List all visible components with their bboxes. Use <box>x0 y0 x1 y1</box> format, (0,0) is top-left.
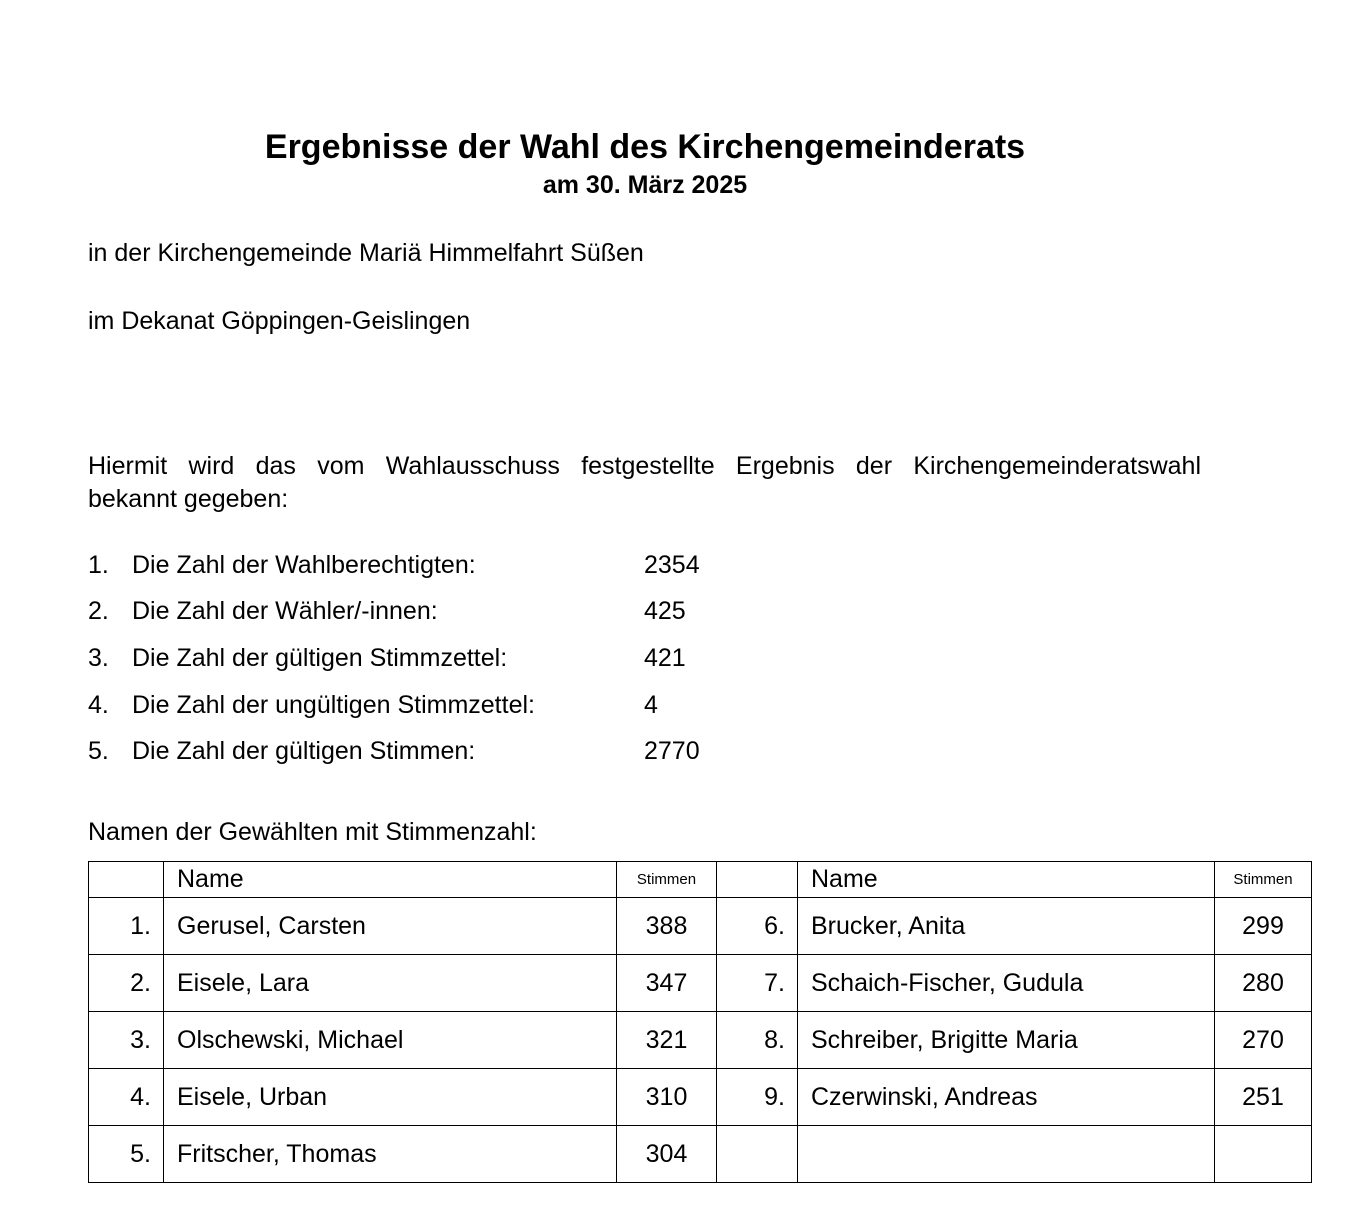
stat-label: Die Zahl der Wahlberechtigten: <box>132 551 476 579</box>
rank-cell: 9. <box>717 1069 798 1126</box>
stat-label: Die Zahl der ungültigen Stimmzettel: <box>132 691 535 719</box>
name-cell: Fritscher, Thomas <box>164 1126 617 1183</box>
votes-cell: 388 <box>617 898 717 955</box>
votes-cell: 304 <box>617 1126 717 1183</box>
empty-cell <box>1215 1126 1312 1183</box>
table-row <box>89 1069 1312 1126</box>
votes-header-left: Stimmen <box>617 862 717 898</box>
stat-value: 4 <box>644 691 658 719</box>
stat-eligible-voters <box>88 550 788 580</box>
name-cell: Brucker, Anita <box>798 898 1215 955</box>
name-cell: Czerwinski, Andreas <box>798 1069 1215 1126</box>
rank-cell: 7. <box>717 955 798 1012</box>
table-row <box>89 898 1312 955</box>
parish-line: in der Kirchengemeinde Mariä Himmelfahrt Süßen <box>88 239 644 267</box>
page-title: Ergebnisse der Wahl des Kirchengemeinderats <box>264 128 1026 166</box>
rank-cell: 2. <box>89 955 164 1012</box>
name-header-left: Name <box>164 862 617 898</box>
table-header-row <box>89 862 1312 898</box>
rank-cell: 3. <box>89 1012 164 1069</box>
stat-label: Die Zahl der Wähler/-innen: <box>132 597 438 625</box>
name-cell: Eisele, Lara <box>164 955 617 1012</box>
stat-value: 421 <box>644 644 686 672</box>
stat-value: 2354 <box>644 551 700 579</box>
stat-valid-ballots <box>88 643 788 673</box>
table-row <box>89 1126 1312 1183</box>
stat-number: 5. <box>88 737 109 765</box>
name-cell: Schaich-Fischer, Gudula <box>798 955 1215 1012</box>
stat-number: 2. <box>88 597 109 625</box>
empty-cell <box>798 1126 1215 1183</box>
votes-cell: 251 <box>1215 1069 1312 1126</box>
votes-cell: 321 <box>617 1012 717 1069</box>
elected-heading: Namen der Gewählten mit Stimmenzahl: <box>88 818 537 846</box>
stat-value: 425 <box>644 597 686 625</box>
votes-cell: 270 <box>1215 1012 1312 1069</box>
votes-cell: 310 <box>617 1069 717 1126</box>
name-cell: Eisele, Urban <box>164 1069 617 1126</box>
intro-paragraph <box>88 450 1201 516</box>
rank-cell: 5. <box>89 1126 164 1183</box>
stat-number: 3. <box>88 644 109 672</box>
rank-cell: 8. <box>717 1012 798 1069</box>
table-row <box>89 1012 1312 1069</box>
results-table <box>88 861 1312 1183</box>
name-header-right: Name <box>798 862 1215 898</box>
rank-cell: 1. <box>89 898 164 955</box>
stat-label: Die Zahl der gültigen Stimmzettel: <box>132 644 508 672</box>
name-cell: Olschewski, Michael <box>164 1012 617 1069</box>
votes-cell: 347 <box>617 955 717 1012</box>
rank-cell: 6. <box>717 898 798 955</box>
votes-cell: 299 <box>1215 898 1312 955</box>
stat-label: Die Zahl der gültigen Stimmen: <box>132 737 476 765</box>
stat-number: 4. <box>88 691 109 719</box>
stat-value: 2770 <box>644 737 700 765</box>
stat-valid-votes <box>88 736 788 766</box>
stat-invalid-ballots <box>88 690 788 720</box>
election-date: am 30. März 2025 <box>542 171 748 199</box>
rank-cell: 4. <box>89 1069 164 1126</box>
deanery-line: im Dekanat Göppingen-Geislingen <box>88 307 471 335</box>
stat-number: 1. <box>88 551 109 579</box>
name-cell: Gerusel, Carsten <box>164 898 617 955</box>
rank-header-left <box>89 862 164 898</box>
votes-cell: 280 <box>1215 955 1312 1012</box>
intro-line-1: Hiermit wird das vom Wahlausschuss festgestellte Ergebnis der Kirchengemeinderatswahl <box>88 452 1201 480</box>
intro-line-2: bekannt gegeben: <box>88 485 289 513</box>
table-row <box>89 955 1312 1012</box>
empty-cell <box>717 1126 798 1183</box>
stat-voters <box>88 596 788 626</box>
votes-header-right: Stimmen <box>1215 862 1312 898</box>
rank-header-right <box>717 862 798 898</box>
name-cell: Schreiber, Brigitte Maria <box>798 1012 1215 1069</box>
